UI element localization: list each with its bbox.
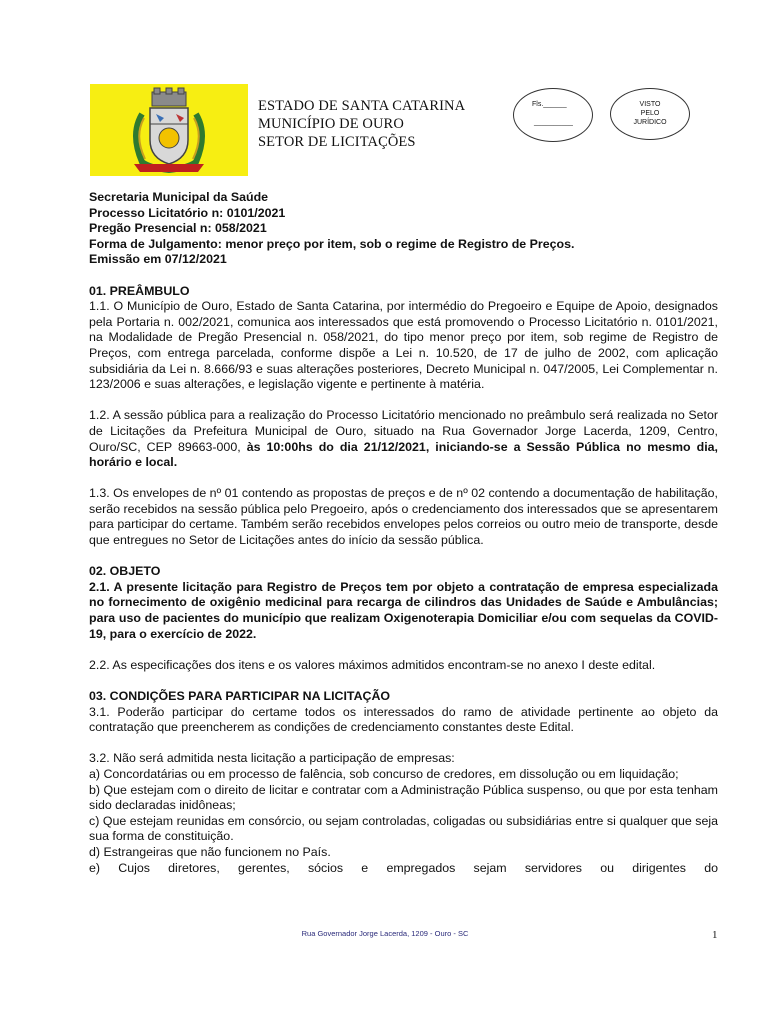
section-03-item-a: a) Concordatárias ou em processo de falência, sob concurso de credores, em dissolução ou em liquidação; [89,766,679,781]
header-sector: SETOR DE LICITAÇÕES [258,134,416,150]
header-municipality: MUNICÍPIO DE OURO [258,116,404,132]
header-state: ESTADO DE SANTA CATARINA [258,98,466,114]
section-03-item-d: d) Estrangeiras que não funcionem no País. [89,844,331,859]
section-02-title: 02. OBJETO [89,564,161,579]
section-03-p1: 3.1. Poderão participar do certame todos os interessados do ramo de atividade pertinente ao objeto da contratação que preencherem as condições de credenciamento constantes deste Edital. [89,704,718,735]
visto-line-3: JURÍDICO [633,119,667,126]
intro-secretaria: Secretaria Municipal da Saúde [89,190,269,204]
visto-juridico-stamp [610,88,690,140]
section-02-p2: 2.2. As especificações dos itens e os valores máximos admitidos encontram-se no anexo I deste edital. [89,657,656,672]
intro-processo: Processo Licitatório n: 0101/2021 [89,205,286,220]
section-03-item-c: c) Que estejam reunidas em consórcio, ou sejam controladas, coligadas ou subsidiárias entre si qualquer que seja sua forma de constituição. [89,813,718,844]
intro-emissao: Emissão em 07/12/2021 [89,252,227,267]
section-03-item-b: b) Que estejam com o direito de licitar e contratar com a Administração Pública suspenso, ou que por esta tenham sido declaradas inidôneas; [89,782,718,813]
section-03-p2: 3.2. Não será admitida nesta licitação a participação de empresas: [89,751,455,766]
section-01-p3: 1.3. Os envelopes de nº 01 contendo as propostas de preços e de nº 02 contendo a documentação de habilitação, serão recebidos na sessão pública pelo Pregoeiro, após o credenciamento dos interessados que se apresentarem para participar do certame. Também serão recebidos envelopes pelos correios ou outro meio de transporte, desde que entregues no Setor de Licitações antes do início da sessão pública. [89,486,718,548]
page-number: 1 [712,929,718,941]
visto-line-2: PELO [640,110,660,117]
section-01-p1: 1.1. O Município de Ouro, Estado de Santa Catarina, por intermédio do Pregoeiro e Equipe de Apoio, designados pela Portaria n. 002/2021, comunica aos interessados que está promovendo o Processo Licitatório n. 0101/2021, na Modalidade de Pregão Presencial n. 058/2021, do tipo menor preço por item, sob regime de Registro de Preços, com entrega parcelada, conforme dispõe a Lei n. 10.520, de 17 de julho de 2002, com aplicação subsidiária da Lei n. 8.666/93 e suas alterações posteriores, Decreto Municipal n. 047/2005, Lei Complementar n. 123/2006 e suas alterações, e legislação vigente e pertinente à matéria. [89,299,718,392]
document-header [258,97,465,151]
footer-address: Rua Governador Jorge Lacerda, 1209 - Ouro - SC [301,929,469,938]
section-01-p2-text: 1.2. A sessão pública para a realização do Processo Licitatório mencionado no preâmbulo será realizada no Setor de Licitações da Prefeitura Municipal de Ouro, situado na Rua Governador Jorge Lacerda, 1209, Centro, Ouro/SC, CEP 89663-000, [89,408,718,454]
visto-line-1: VISTO [639,101,661,108]
section-01-p2 [89,408,718,470]
fls-label: Fls.______ [532,101,567,108]
section-01-p2-bold: às 10:00hs do dia 21/12/2021, iniciando-se a Sessão Pública no mesmo dia, horário e local. [89,439,718,470]
intro-pregao: Pregão Presencial n: 058/2021 [89,221,267,236]
municipal-coat-of-arms-logo [90,84,248,176]
coat-of-arms-icon [90,84,248,176]
fls-line: __________ [534,119,573,126]
section-03-title: 03. CONDIÇÕES PARA PARTICIPAR NA LICITAÇÃO [89,689,391,703]
fls-stamp [513,88,593,142]
section-02-p1: 2.1. A presente licitação para Registro de Preços tem por objeto a contratação de empresa especializada no fornecimento de oxigênio medicinal para recarga de cilindros das Unidades de Saúde e Ambulâncias; para uso de pacientes do município que realizam Oxigenoterapia Domiciliar e/ou com sequelas da COVID-19, para o exercício de 2022. [89,579,718,641]
section-01-title: 01. PREÂMBULO [89,283,190,298]
section-03-item-e: e) Cujos diretores, gerentes, sócios e empregados sejam servidores ou dirigentes do [89,860,718,875]
intro-julgamento: Forma de Julgamento: menor preço por item, sob o regime de Registro de Preços. [89,236,575,251]
document-body [89,190,718,876]
